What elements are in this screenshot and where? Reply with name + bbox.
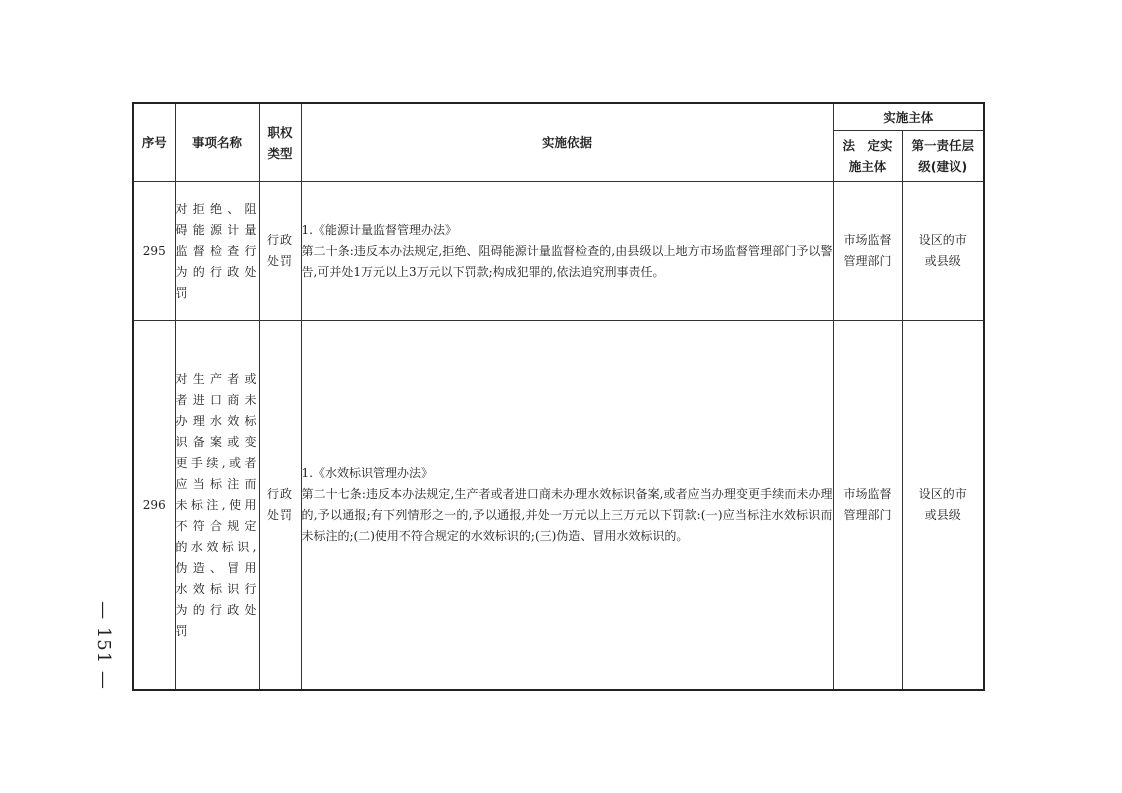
header-seq: 序号 bbox=[133, 103, 175, 182]
page-number bbox=[88, 600, 118, 690]
row-basis bbox=[301, 182, 833, 321]
row-seq: 295 bbox=[133, 182, 175, 321]
row-name: 对生产者或者进口商未办理水效标识备案或变更手续,或者应当标注而未标注,使用不符合规定的水效标识,伪造、冒用水效标识行为的行政处罚 bbox=[175, 321, 259, 691]
header-level: 第一责任层级(建议) bbox=[902, 131, 984, 182]
basis-title: 1.《能源计量监督管理办法》 bbox=[301, 222, 457, 237]
power-list-table bbox=[132, 102, 985, 691]
row-type: 行政处罚 bbox=[259, 182, 301, 321]
row-legal-subject: 市场监督管理部门 bbox=[833, 321, 902, 691]
row-legal-subject: 市场监督管理部门 bbox=[833, 182, 902, 321]
row-level: 设区的市或县级 bbox=[902, 182, 984, 321]
table-row bbox=[133, 321, 984, 691]
header-legal-subject: 法 定实施主体 bbox=[833, 131, 902, 182]
header-subject: 实施主体 bbox=[833, 103, 984, 131]
header-name: 事项名称 bbox=[175, 103, 259, 182]
page-number-text: — 151 — bbox=[92, 600, 114, 690]
row-seq: 296 bbox=[133, 321, 175, 691]
table-row bbox=[133, 182, 984, 321]
row-type: 行政处罚 bbox=[259, 321, 301, 691]
row-name: 对拒绝、阻碍能源计量监督检查行为的行政处罚 bbox=[175, 182, 259, 321]
row-basis bbox=[301, 321, 833, 691]
header-basis: 实施依据 bbox=[301, 103, 833, 182]
header-type: 职权类型 bbox=[259, 103, 301, 182]
row-level: 设区的市或县级 bbox=[902, 321, 984, 691]
basis-text: 第二十七条:违反本办法规定,生产者或者进口商未办理水效标识备案,或者应当办理变更手续而未办理的,予以通报;有下列情形之一的,予以通报,并处一万元以上三万元以下罚款:(一)应当标注水效标识而未标注的;(二)使用不符合规定的水效标识的;(三)伪造、冒用水效标识的。 bbox=[301, 487, 833, 543]
basis-title: 1.《水效标识管理办法》 bbox=[301, 466, 433, 480]
basis-text: 第二十条:违反本办法规定,拒绝、阻碍能源计量监督检查的,由县级以上地方市场监督管理部门予以警告,可并处1万元以上3万元以下罚款;构成犯罪的,依法追究刑事责任。 bbox=[301, 243, 833, 279]
